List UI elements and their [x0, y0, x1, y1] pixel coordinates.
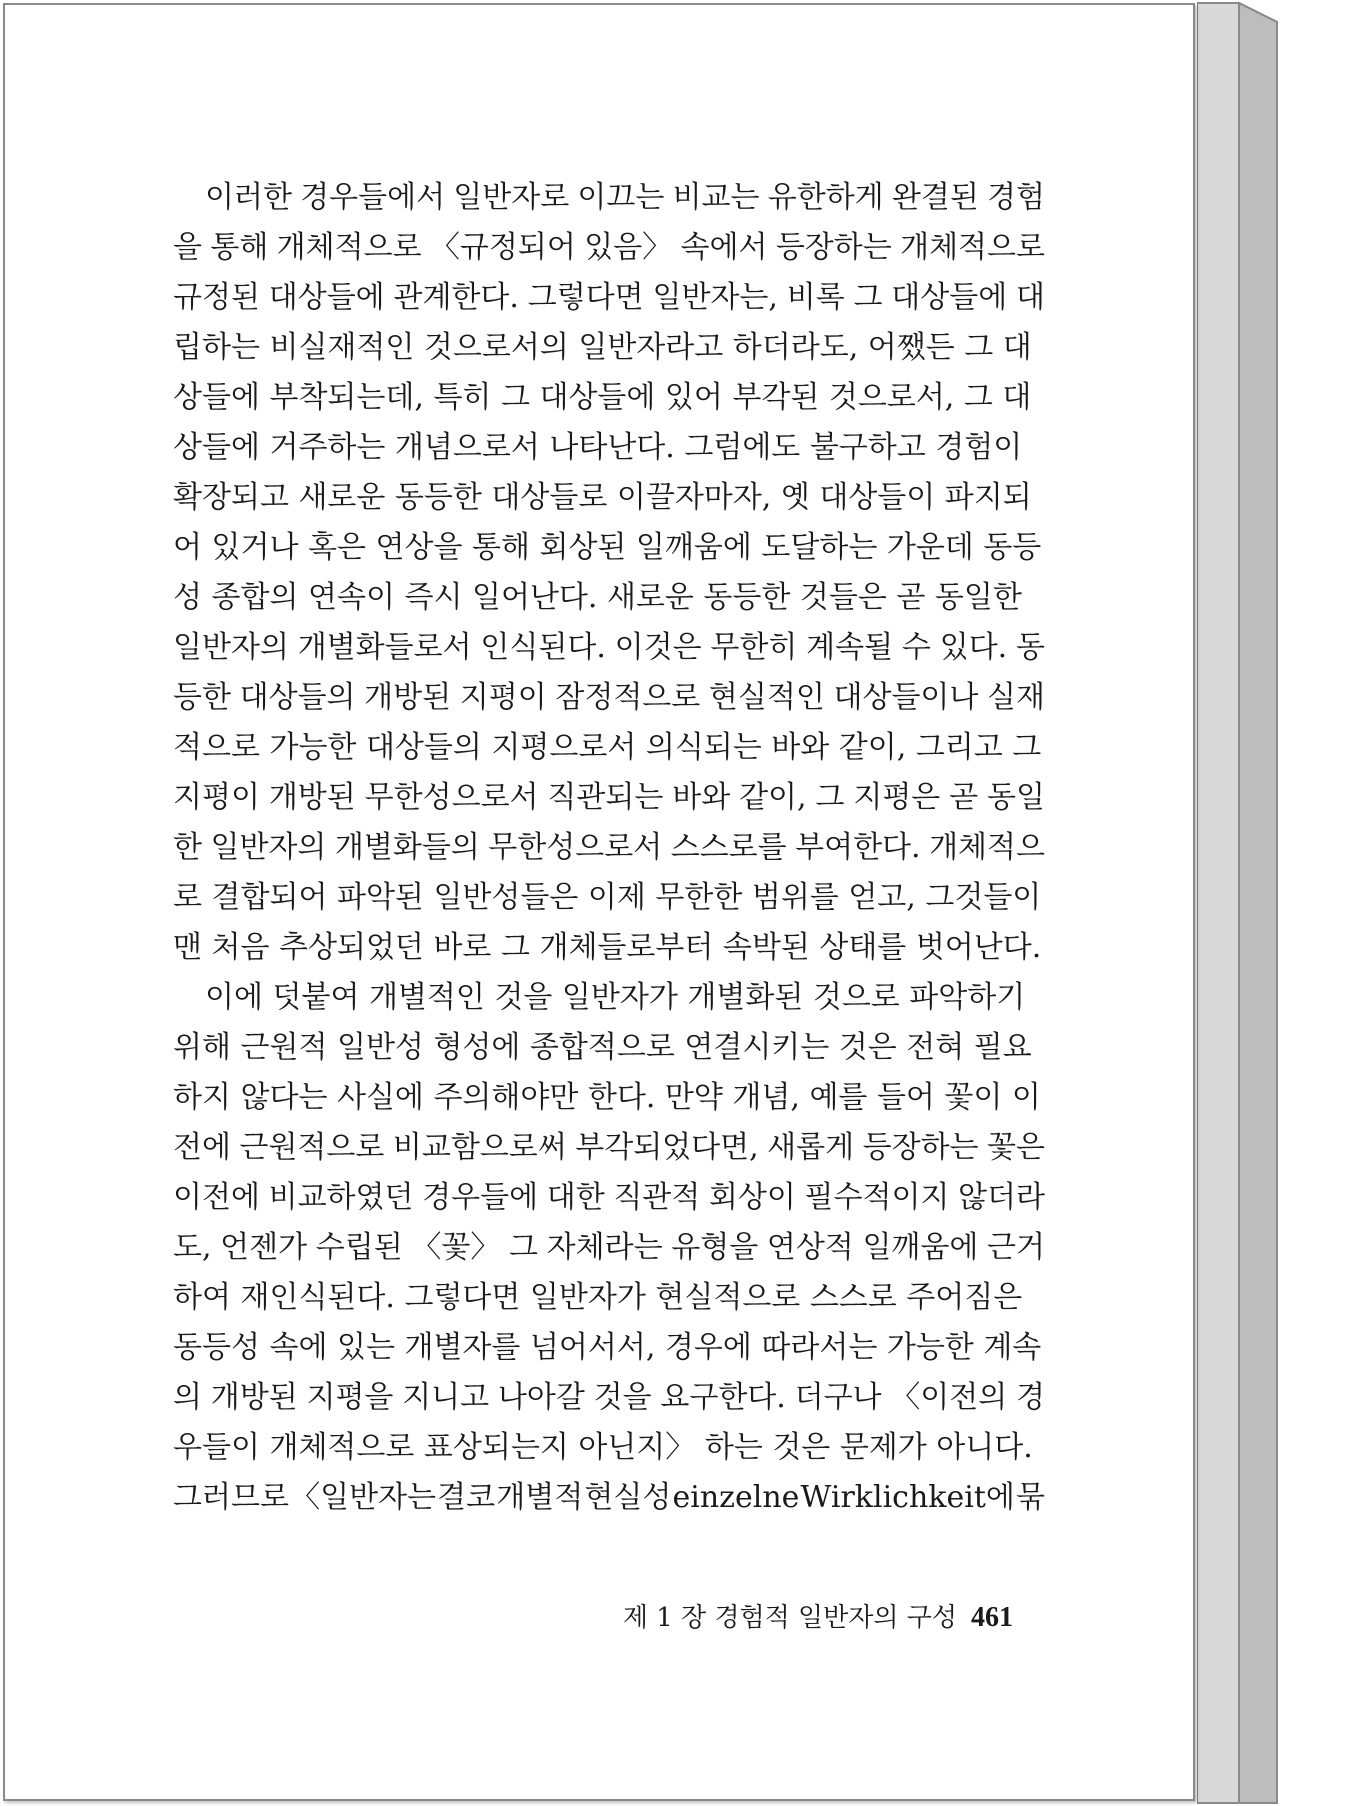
text-line: 우들이 개체적으로 표상되는지 아닌지〉 하는 것은 문제가 아니다.	[173, 1430, 1033, 1465]
text-line: 하지 않다는 사실에 주의해야만 한다. 만약 개념, 예를 들어 꽃이 이	[173, 1080, 1041, 1115]
book-page	[3, 3, 1195, 1801]
text-line: 등한 대상들의 개방된 지평이 잠정적으로 현실적인 대상들이나 실재	[173, 680, 1045, 715]
text-line: 립하는 비실재적인 것으로서의 일반자라고 하더라도, 어쨌든 그 대	[173, 330, 1032, 365]
text-line: 그러므로 〈일반자는 결코 개별적 현실성 einzelne Wirklichkeit에 묶	[173, 1480, 1045, 1515]
text-line: 상들에 부착되는데, 특히 그 대상들에 있어 부각된 것으로서, 그 대	[173, 380, 1032, 415]
text-line: 로 결합되어 파악된 일반성들은 이제 무한한 범위를 얻고, 그것들이	[173, 880, 1042, 915]
text-line: 어 있거나 혹은 연상을 통해 회상된 일깨움에 도달하는 가운데 동등	[173, 530, 1042, 565]
text-line: 전에 근원적으로 비교함으로써 부각되었다면, 새롭게 등장하는 꽃은	[173, 1130, 1045, 1165]
page-body-text	[173, 173, 1045, 1523]
text-line: 을 통해 개체적으로 〈규정되어 있음〉 속에서 등장하는 개체적으로	[173, 230, 1045, 265]
text-line: 적으로 가능한 대상들의 지평으로서 의식되는 바와 같이, 그리고 그	[173, 730, 1042, 765]
text-line: 성 종합의 연속이 즉시 일어난다. 새로운 동등한 것들은 곧 동일한	[173, 580, 1022, 615]
text-line: 상들에 거주하는 개념으로서 나타난다. 그럼에도 불구하고 경험이	[173, 430, 1023, 465]
text-line: 일반자의 개별화들로서 인식된다. 이것은 무한히 계속될 수 있다. 동	[173, 630, 1045, 665]
running-head: 제 1 장 경험적 일반자의 구성	[622, 1603, 957, 1633]
text-line: 도, 언젠가 수립된 〈꽃〉 그 자체라는 유형을 연상적 일깨움에 근거	[173, 1230, 1045, 1265]
text-line: 이전에 비교하였던 경우들에 대한 직관적 회상이 필수적이지 않더라	[173, 1180, 1045, 1215]
text-line: 한 일반자의 개별화들의 무한성으로서 스스로를 부여한다. 개체적으	[173, 830, 1045, 865]
paragraph-1	[173, 173, 1045, 973]
text-line: 하여 재인식된다. 그렇다면 일반자가 현실적으로 스스로 주어짐은	[173, 1280, 1023, 1315]
text-line: 지평이 개방된 무한성으로서 직관되는 바와 같이, 그 지평은 곧 동일	[173, 780, 1045, 815]
paragraph-2	[173, 973, 1045, 1523]
text-line: 이러한 경우들에서 일반자로 이끄는 비교는 유한하게 완결된 경험	[205, 180, 1045, 215]
text-line: 확장되고 새로운 동등한 대상들로 이끌자마자, 옛 대상들이 파지되	[173, 480, 1032, 515]
text-line: 이에 덧붙여 개별적인 것을 일반자가 개별화된 것으로 파악하기	[205, 980, 1026, 1015]
page-number: 461	[971, 1602, 1013, 1633]
text-line: 맨 처음 추상되었던 바로 그 개체들로부터 속박된 상태를 벗어난다.	[173, 930, 1042, 965]
text-line: 위해 근원적 일반성 형성에 종합적으로 연결시키는 것은 전혀 필요	[173, 1030, 1032, 1065]
page-stack-edge-graphic	[1197, 0, 1345, 1806]
page-footer	[623, 1597, 1013, 1634]
text-line: 의 개방된 지평을 지니고 나아갈 것을 요구한다. 더구나 〈이전의 경	[173, 1380, 1045, 1415]
text-line: 동등성 속에 있는 개별자를 넘어서서, 경우에 따라서는 가능한 계속	[173, 1330, 1042, 1365]
text-line: 규정된 대상들에 관계한다. 그렇다면 일반자는, 비록 그 대상들에 대	[173, 280, 1045, 315]
